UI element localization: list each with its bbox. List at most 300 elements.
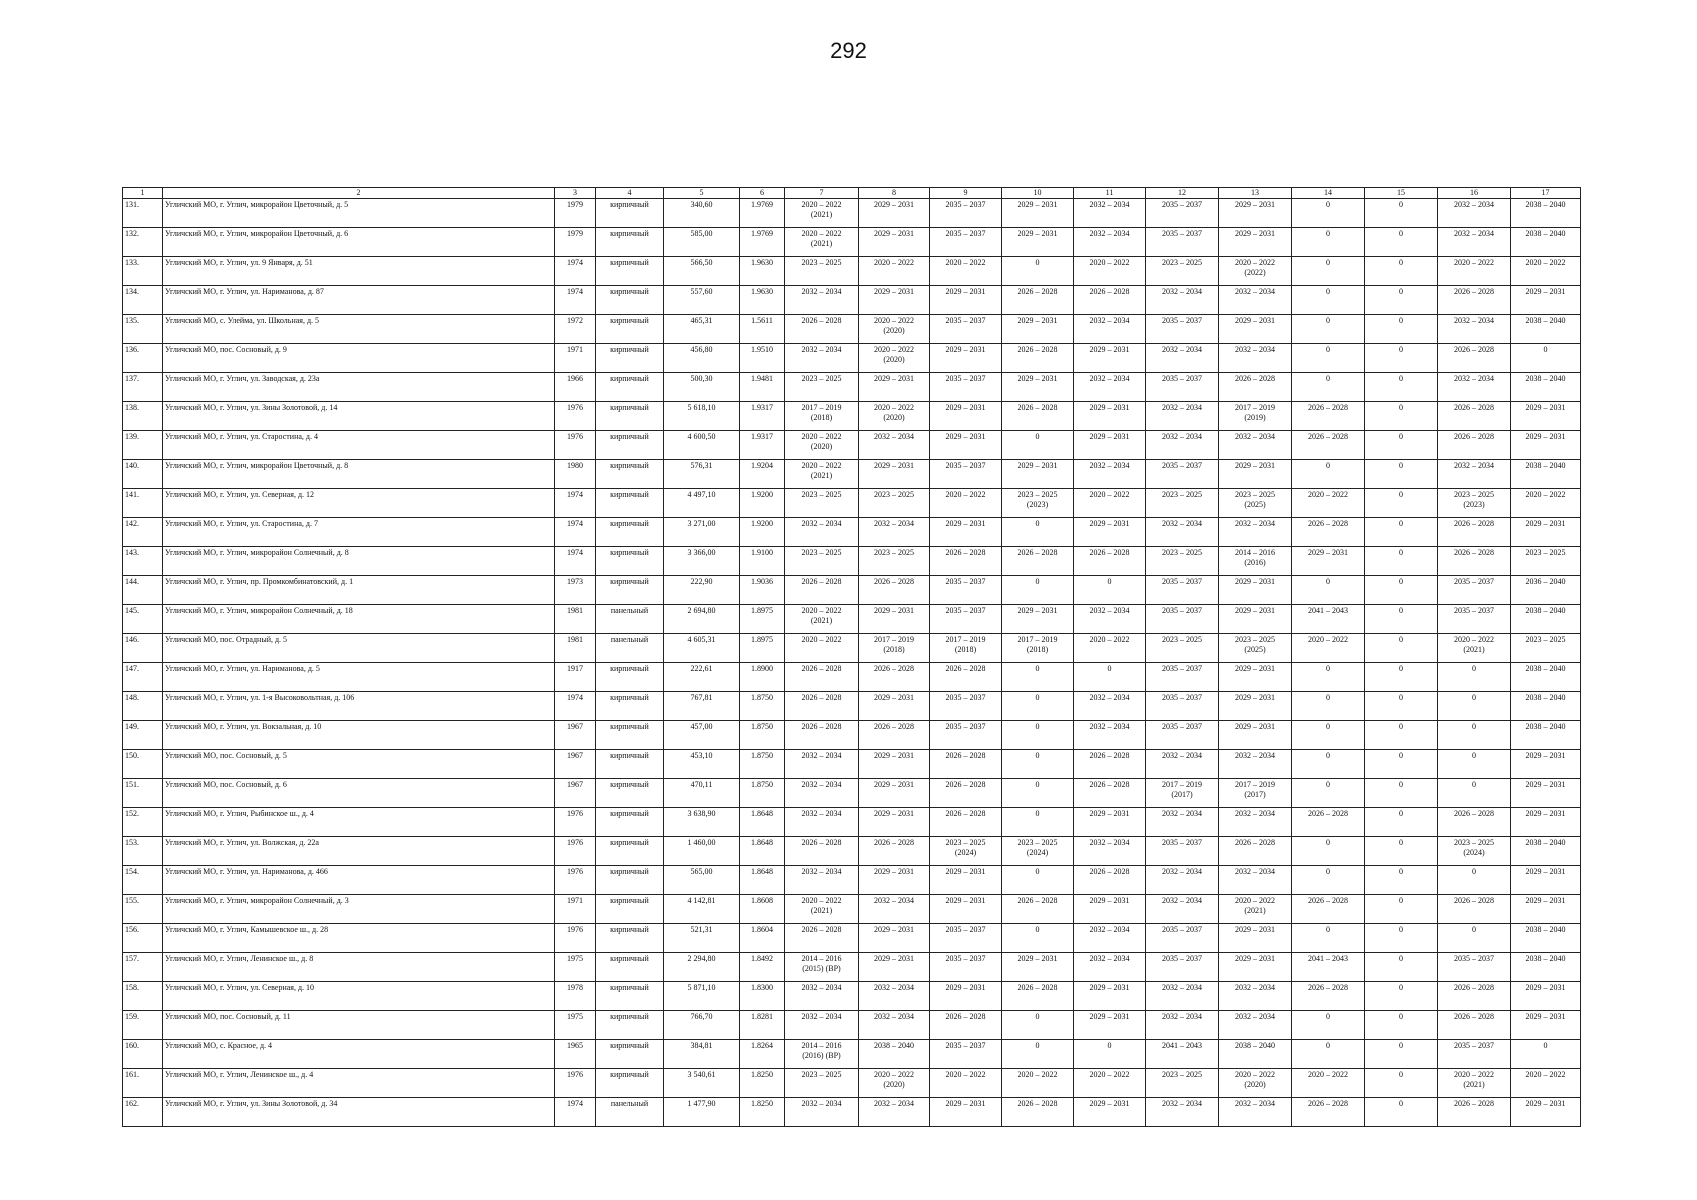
table-cell-col-17: 2020 – 2022 (1511, 489, 1581, 518)
repair-schedule-table (122, 187, 1581, 1127)
table-cell-col-11: 2029 – 2031 (1074, 1011, 1146, 1040)
table-cell-col-12: 2032 – 2034 (1146, 402, 1219, 431)
cell-text-line: (2016) (1244, 558, 1266, 567)
cell-text-line: (2024) (1026, 848, 1049, 857)
table-cell-col-13: 2029 – 2031 (1219, 199, 1292, 228)
table-cell-col-13: 2026 – 2028 (1219, 373, 1292, 402)
table-cell-col-10 (1002, 837, 1074, 866)
table-cell-col-7 (785, 228, 859, 257)
page-number: 292 (830, 38, 867, 63)
table-cell-col-9: 2035 – 2037 (930, 924, 1002, 953)
table-cell-col-11: 2029 – 2031 (1074, 402, 1146, 431)
table-cell-col-3: 1976 (555, 402, 596, 431)
table-cell-col-13: 2029 – 2031 (1219, 953, 1292, 982)
table-cell-col-12: 2035 – 2037 (1146, 721, 1219, 750)
table-cell-col-6: 1.8300 (740, 982, 785, 1011)
table-cell-col-10: 2026 – 2028 (1002, 402, 1074, 431)
table-cell-col-7 (785, 953, 859, 982)
table-cell-col-10: 2029 – 2031 (1002, 315, 1074, 344)
table-cell-col-7: 2026 – 2028 (785, 692, 859, 721)
table-cell-col-10: 2029 – 2031 (1002, 460, 1074, 489)
table-cell-col-16: 0 (1438, 866, 1511, 895)
cell-text-line: 2017 – 2019 (874, 635, 914, 644)
table-cell-col-10: 0 (1002, 663, 1074, 692)
table-cell-col-11: 2026 – 2028 (1074, 779, 1146, 808)
table-cell-col-8 (859, 634, 930, 663)
table-cell-col-1: 145. (123, 605, 163, 634)
table-cell-col-11: 2032 – 2034 (1074, 373, 1146, 402)
table-cell-col-15: 0 (1365, 460, 1438, 489)
cell-text-line: 2020 – 2022 (874, 316, 914, 325)
table-cell-col-9: 2035 – 2037 (930, 1040, 1002, 1069)
table-cell-col-11: 2032 – 2034 (1074, 228, 1146, 257)
table-cell-col-5: 566,50 (664, 257, 740, 286)
table-cell-col-8: 2029 – 2031 (859, 866, 930, 895)
table-cell-col-4: кирпичный (596, 866, 664, 895)
table-cell-col-12: 2032 – 2034 (1146, 866, 1219, 895)
table-cell-col-1: 138. (123, 402, 163, 431)
table-cell-col-8: 2029 – 2031 (859, 808, 930, 837)
table-cell-col-15: 0 (1365, 315, 1438, 344)
table-cell-col-9: 2029 – 2031 (930, 286, 1002, 315)
table-cell-col-14: 0 (1292, 257, 1365, 286)
table-cell-col-14: 0 (1292, 344, 1365, 373)
table-cell-col-17: 2038 – 2040 (1511, 199, 1581, 228)
column-header-1: 1 (123, 188, 163, 199)
table-cell-col-3: 1974 (555, 547, 596, 576)
table-cell-col-12: 2035 – 2037 (1146, 373, 1219, 402)
table-cell-col-11: 2029 – 2031 (1074, 982, 1146, 1011)
table-cell-col-17: 2020 – 2022 (1511, 1069, 1581, 1098)
table-cell-col-1: 143. (123, 547, 163, 576)
table-cell-col-14: 2026 – 2028 (1292, 402, 1365, 431)
table-cell-col-17: 2023 – 2025 (1511, 634, 1581, 663)
table-cell-col-11: 0 (1074, 663, 1146, 692)
table-cell-col-8: 2032 – 2034 (859, 431, 930, 460)
table-cell-col-5: 384,81 (664, 1040, 740, 1069)
table-cell-col-8 (859, 402, 930, 431)
table-cell-col-1: 149. (123, 721, 163, 750)
cell-text-line: (2018) (954, 645, 977, 654)
table-cell-col-13: 2032 – 2034 (1219, 286, 1292, 315)
table-cell-col-17: 2038 – 2040 (1511, 721, 1581, 750)
table-cell-col-9: 2026 – 2028 (930, 808, 1002, 837)
column-header-6: 6 (740, 188, 785, 199)
table-cell-col-15: 0 (1365, 547, 1438, 576)
table-cell-col-15: 0 (1365, 953, 1438, 982)
table-cell-col-14: 0 (1292, 228, 1365, 257)
table-cell-col-6: 1.8648 (740, 808, 785, 837)
table-cell-col-15: 0 (1365, 692, 1438, 721)
table-cell-col-14: 0 (1292, 1011, 1365, 1040)
table-row (123, 808, 1581, 837)
table-cell-col-3: 1976 (555, 431, 596, 460)
table-cell-col-9 (930, 634, 1002, 663)
table-cell-col-5: 470,11 (664, 779, 740, 808)
table-cell-col-1: 140. (123, 460, 163, 489)
table-cell-col-9: 2035 – 2037 (930, 460, 1002, 489)
table-cell-col-7: 2032 – 2034 (785, 808, 859, 837)
table-cell-col-15: 0 (1365, 924, 1438, 953)
table-cell-col-17: 2029 – 2031 (1511, 808, 1581, 837)
table-cell-col-8: 2029 – 2031 (859, 779, 930, 808)
table-cell-col-4: кирпичный (596, 576, 664, 605)
table-cell-col-7: 2032 – 2034 (785, 1011, 859, 1040)
table-cell-col-7: 2032 – 2034 (785, 982, 859, 1011)
table-cell-col-15: 0 (1365, 750, 1438, 779)
table-cell-col-7: 2026 – 2028 (785, 663, 859, 692)
table-cell-col-2: Угличский МО, г. Углич, ул. Старостина, д. 4 (163, 431, 555, 460)
table-cell-col-2: Угличский МО, с. Красное, д. 4 (163, 1040, 555, 1069)
table-cell-col-16 (1438, 634, 1511, 663)
table-cell-col-12: 2035 – 2037 (1146, 953, 1219, 982)
table-cell-col-13: 2029 – 2031 (1219, 692, 1292, 721)
table-cell-col-9: 2035 – 2037 (930, 199, 1002, 228)
table-cell-col-10: 0 (1002, 924, 1074, 953)
table-cell-col-13: 2029 – 2031 (1219, 315, 1292, 344)
table-cell-col-5: 4 142,81 (664, 895, 740, 924)
table-cell-col-15: 0 (1365, 866, 1438, 895)
table-cell-col-1: 160. (123, 1040, 163, 1069)
cell-text-line: (2018) (883, 645, 905, 654)
table-cell-col-6: 1.8900 (740, 663, 785, 692)
table-cell-col-17: 2029 – 2031 (1511, 982, 1581, 1011)
table-cell-col-9: 2029 – 2031 (930, 431, 1002, 460)
table-cell-col-6: 1.8250 (740, 1098, 785, 1127)
table-cell-col-7: 2026 – 2028 (785, 576, 859, 605)
table-cell-col-13: 2032 – 2034 (1219, 344, 1292, 373)
table-cell-col-10 (1002, 489, 1074, 518)
table-cell-col-14: 0 (1292, 866, 1365, 895)
table-cell-col-2: Угличский МО, г. Углич, Ленинское ш., д. 4 (163, 1069, 555, 1098)
table-cell-col-2: Угличский МО, г. Углич, ул. Нариманова, д. 5 (163, 663, 555, 692)
table-cell-col-16: 2026 – 2028 (1438, 895, 1511, 924)
table-cell-col-3: 1980 (555, 460, 596, 489)
table-cell-col-11: 2029 – 2031 (1074, 518, 1146, 547)
table-cell-col-2: Угличский МО, г. Углич, ул. Зины Золотовой, д. 14 (163, 402, 555, 431)
table-cell-col-17: 2038 – 2040 (1511, 924, 1581, 953)
table-cell-col-11: 2032 – 2034 (1074, 953, 1146, 982)
cell-text-line: (2021) (1463, 645, 1485, 654)
table-cell-col-7 (785, 431, 859, 460)
table-cell-col-2: Угличский МО, г. Углич, ул. Заводская, д. 23а (163, 373, 555, 402)
table-cell-col-15: 0 (1365, 576, 1438, 605)
cell-text-line: (2021) (810, 616, 833, 625)
table-cell-col-6: 1.9317 (740, 431, 785, 460)
table-cell-col-6: 1.8750 (740, 750, 785, 779)
cell-text-line: 2023 – 2025 (1454, 838, 1494, 847)
table-cell-col-5: 500,30 (664, 373, 740, 402)
table-cell-col-17: 2029 – 2031 (1511, 779, 1581, 808)
table-cell-col-17: 2036 – 2040 (1511, 576, 1581, 605)
table-cell-col-17: 2029 – 2031 (1511, 518, 1581, 547)
table-cell-col-6: 1.8604 (740, 924, 785, 953)
table-row (123, 924, 1581, 953)
table-cell-col-1: 152. (123, 808, 163, 837)
table-cell-col-11: 2026 – 2028 (1074, 547, 1146, 576)
table-cell-col-5: 521,31 (664, 924, 740, 953)
table-cell-col-9 (930, 837, 1002, 866)
table-cell-col-13 (1219, 402, 1292, 431)
table-cell-col-6: 1.8750 (740, 721, 785, 750)
cell-text-line: (2016) (ВР) (802, 1051, 841, 1060)
table-cell-col-4: кирпичный (596, 750, 664, 779)
table-cell-col-5: 1 460,00 (664, 837, 740, 866)
table-cell-col-11: 2026 – 2028 (1074, 866, 1146, 895)
table-cell-col-14: 0 (1292, 373, 1365, 402)
table-cell-col-15: 0 (1365, 286, 1438, 315)
table-cell-col-17: 2038 – 2040 (1511, 460, 1581, 489)
table-cell-col-3: 1974 (555, 518, 596, 547)
table-cell-col-10: 0 (1002, 692, 1074, 721)
table-cell-col-4: кирпичный (596, 779, 664, 808)
table-cell-col-12: 2023 – 2025 (1146, 634, 1219, 663)
table-row (123, 634, 1581, 663)
table-cell-col-1: 150. (123, 750, 163, 779)
table-cell-col-3: 1979 (555, 199, 596, 228)
table-cell-col-5: 576,31 (664, 460, 740, 489)
table-cell-col-1: 153. (123, 837, 163, 866)
table-cell-col-4: кирпичный (596, 924, 664, 953)
table-cell-col-5: 222,90 (664, 576, 740, 605)
table-cell-col-15: 0 (1365, 721, 1438, 750)
table-cell-col-15: 0 (1365, 431, 1438, 460)
table-cell-col-15: 0 (1365, 489, 1438, 518)
table-cell-col-17: 2029 – 2031 (1511, 1011, 1581, 1040)
table-cell-col-8: 2032 – 2034 (859, 518, 930, 547)
table-row (123, 1098, 1581, 1127)
table-cell-col-3: 1978 (555, 982, 596, 1011)
table-cell-col-10: 2020 – 2022 (1002, 1069, 1074, 1098)
table-cell-col-6: 1.8648 (740, 837, 785, 866)
table-cell-col-11: 2026 – 2028 (1074, 286, 1146, 315)
table-cell-col-6: 1.9204 (740, 460, 785, 489)
table-cell-col-4: панельный (596, 1098, 664, 1127)
table-cell-col-5: 1 477,90 (664, 1098, 740, 1127)
table-cell-col-15: 0 (1365, 518, 1438, 547)
table-cell-col-14: 0 (1292, 460, 1365, 489)
table-cell-col-3: 1976 (555, 837, 596, 866)
table-cell-col-14: 0 (1292, 750, 1365, 779)
table-cell-col-13 (1219, 1069, 1292, 1098)
column-header-7: 7 (785, 188, 859, 199)
column-header-16: 16 (1438, 188, 1511, 199)
table-cell-col-13: 2029 – 2031 (1219, 228, 1292, 257)
table-cell-col-11: 2032 – 2034 (1074, 199, 1146, 228)
table-cell-col-3: 1975 (555, 953, 596, 982)
table-cell-col-12: 2032 – 2034 (1146, 431, 1219, 460)
table-cell-col-15: 0 (1365, 663, 1438, 692)
table-cell-col-11: 2032 – 2034 (1074, 605, 1146, 634)
table-cell-col-16 (1438, 1069, 1511, 1098)
table-cell-col-6: 1.9200 (740, 489, 785, 518)
table-cell-col-16: 2035 – 2037 (1438, 576, 1511, 605)
table-cell-col-14: 2026 – 2028 (1292, 808, 1365, 837)
table-cell-col-14: 2026 – 2028 (1292, 1098, 1365, 1127)
table-cell-col-17: 2038 – 2040 (1511, 837, 1581, 866)
table-cell-col-15: 0 (1365, 895, 1438, 924)
table-cell-col-16: 2035 – 2037 (1438, 1040, 1511, 1069)
table-cell-col-17: 2029 – 2031 (1511, 750, 1581, 779)
table-cell-col-8: 2029 – 2031 (859, 924, 930, 953)
table-cell-col-6: 1.8975 (740, 634, 785, 663)
table-row (123, 750, 1581, 779)
table-cell-col-1: 132. (123, 228, 163, 257)
table-cell-col-2: Угличский МО, г. Углич, ул. Зины Золотовой, д. 34 (163, 1098, 555, 1127)
column-header-14: 14 (1292, 188, 1365, 199)
cell-text-line: 2023 – 2025 (1454, 490, 1494, 499)
table-cell-col-16: 2032 – 2034 (1438, 460, 1511, 489)
table-cell-col-3: 1981 (555, 605, 596, 634)
table-cell-col-16: 2026 – 2028 (1438, 982, 1511, 1011)
table-cell-col-10: 2029 – 2031 (1002, 953, 1074, 982)
table-cell-col-12: 2041 – 2043 (1146, 1040, 1219, 1069)
table-cell-col-7: 2026 – 2028 (785, 924, 859, 953)
table-cell-col-7: 2032 – 2034 (785, 750, 859, 779)
table-cell-col-8: 2029 – 2031 (859, 373, 930, 402)
table-cell-col-9: 2026 – 2028 (930, 1011, 1002, 1040)
table-cell-col-5: 585,00 (664, 228, 740, 257)
table-cell-col-4: кирпичный (596, 895, 664, 924)
cell-text-line: 2020 – 2022 (1454, 635, 1494, 644)
table-cell-col-10 (1002, 634, 1074, 663)
table-cell-col-8: 2029 – 2031 (859, 199, 930, 228)
cell-text-line: 2017 – 2019 (801, 403, 842, 412)
table-cell-col-6: 1.9317 (740, 402, 785, 431)
table-cell-col-16: 2035 – 2037 (1438, 605, 1511, 634)
table-cell-col-13: 2029 – 2031 (1219, 605, 1292, 634)
table-cell-col-6: 1.9630 (740, 257, 785, 286)
table-cell-col-6: 1.9100 (740, 547, 785, 576)
table-cell-col-1: 144. (123, 576, 163, 605)
table-cell-col-13: 2032 – 2034 (1219, 866, 1292, 895)
table-cell-col-15: 0 (1365, 373, 1438, 402)
cell-text-line: 2020 – 2022 (1454, 1070, 1494, 1079)
table-row (123, 402, 1581, 431)
table-cell-col-14: 0 (1292, 663, 1365, 692)
table-cell-col-3: 1976 (555, 924, 596, 953)
table-cell-col-6: 1.8975 (740, 605, 785, 634)
table-cell-col-4: кирпичный (596, 1069, 664, 1098)
table-cell-col-11: 0 (1074, 576, 1146, 605)
table-cell-col-4: кирпичный (596, 460, 664, 489)
table-cell-col-16: 2032 – 2034 (1438, 373, 1511, 402)
table-row (123, 547, 1581, 576)
table-cell-col-13 (1219, 257, 1292, 286)
table-cell-col-12: 2032 – 2034 (1146, 1098, 1219, 1127)
table-cell-col-16: 2026 – 2028 (1438, 808, 1511, 837)
table-cell-col-8 (859, 1069, 930, 1098)
table-cell-col-12: 2035 – 2037 (1146, 924, 1219, 953)
table-cell-col-13: 2029 – 2031 (1219, 576, 1292, 605)
table-cell-col-14: 2020 – 2022 (1292, 1069, 1365, 1098)
table-cell-col-12: 2032 – 2034 (1146, 808, 1219, 837)
table-cell-col-16: 0 (1438, 924, 1511, 953)
table-cell-col-1: 131. (123, 199, 163, 228)
table-cell-col-2: Угличский МО, г. Углич, ул. Северная, д. 10 (163, 982, 555, 1011)
table-cell-col-10: 2026 – 2028 (1002, 344, 1074, 373)
table-cell-col-17: 2038 – 2040 (1511, 663, 1581, 692)
table-cell-col-1: 137. (123, 373, 163, 402)
table-cell-col-12: 2035 – 2037 (1146, 576, 1219, 605)
table-cell-col-3: 1971 (555, 895, 596, 924)
cell-text-line: (2017) (1244, 790, 1266, 799)
table-cell-col-14: 0 (1292, 924, 1365, 953)
table-cell-col-11: 0 (1074, 1040, 1146, 1069)
table-row (123, 344, 1581, 373)
table-cell-col-5: 456,80 (664, 344, 740, 373)
table-cell-col-3: 1975 (555, 1011, 596, 1040)
table-cell-col-4: кирпичный (596, 837, 664, 866)
column-number-row (123, 188, 1581, 199)
table-cell-col-17: 2029 – 2031 (1511, 895, 1581, 924)
table-cell-col-17: 2038 – 2040 (1511, 228, 1581, 257)
cell-text-line: 2020 – 2022 (1235, 258, 1275, 267)
table-cell-col-15: 0 (1365, 634, 1438, 663)
column-header-8: 8 (859, 188, 930, 199)
table-cell-col-2: Угличский МО, г. Углич, микрорайон Цветочный, д. 8 (163, 460, 555, 489)
table-cell-col-3: 1974 (555, 489, 596, 518)
table-cell-col-7: 2032 – 2034 (785, 779, 859, 808)
table-cell-col-2: Угличский МО, пос. Сосновый, д. 9 (163, 344, 555, 373)
table-cell-col-4: кирпичный (596, 547, 664, 576)
table-cell-col-10: 2029 – 2031 (1002, 199, 1074, 228)
table-cell-col-16: 0 (1438, 692, 1511, 721)
table-cell-col-16: 0 (1438, 721, 1511, 750)
table-cell-col-9: 2029 – 2031 (930, 866, 1002, 895)
table-cell-col-6: 1.9769 (740, 199, 785, 228)
table-row (123, 837, 1581, 866)
table-row (123, 1040, 1581, 1069)
table-row (123, 228, 1581, 257)
table-cell-col-9: 2026 – 2028 (930, 750, 1002, 779)
table-cell-col-13 (1219, 547, 1292, 576)
table-cell-col-1: 142. (123, 518, 163, 547)
cell-text-line: 2020 – 2022 (801, 200, 842, 209)
table-cell-col-9: 2029 – 2031 (930, 1098, 1002, 1127)
table-cell-col-9: 2029 – 2031 (930, 518, 1002, 547)
table-cell-col-15: 0 (1365, 1011, 1438, 1040)
table-cell-col-2: Угличский МО, г. Углич, Камышевское ш., д. 28 (163, 924, 555, 953)
table-cell-col-13 (1219, 895, 1292, 924)
table-cell-col-1: 148. (123, 692, 163, 721)
table-cell-col-5: 3 271,00 (664, 518, 740, 547)
table-cell-col-16: 2026 – 2028 (1438, 402, 1511, 431)
table-cell-col-11: 2029 – 2031 (1074, 808, 1146, 837)
table-cell-col-9: 2035 – 2037 (930, 373, 1002, 402)
table-cell-col-7: 2026 – 2028 (785, 721, 859, 750)
table-cell-col-1: 162. (123, 1098, 163, 1127)
table-cell-col-9: 2035 – 2037 (930, 605, 1002, 634)
table-cell-col-3: 1967 (555, 721, 596, 750)
cell-text-line: (2018) (1026, 645, 1049, 654)
table-cell-col-13: 2032 – 2034 (1219, 431, 1292, 460)
table-cell-col-6: 1.8281 (740, 1011, 785, 1040)
table-cell-col-6: 1.5611 (740, 315, 785, 344)
table-row (123, 460, 1581, 489)
table-row (123, 431, 1581, 460)
table-cell-col-11: 2032 – 2034 (1074, 924, 1146, 953)
table-row (123, 779, 1581, 808)
column-header-5: 5 (664, 188, 740, 199)
column-header-4: 4 (596, 188, 664, 199)
table-cell-col-3: 1967 (555, 779, 596, 808)
table-cell-col-11: 2032 – 2034 (1074, 721, 1146, 750)
table-cell-col-13: 2032 – 2034 (1219, 982, 1292, 1011)
table-cell-col-5: 4 605,31 (664, 634, 740, 663)
table-cell-col-12: 2035 – 2037 (1146, 663, 1219, 692)
table-cell-col-1: 157. (123, 953, 163, 982)
